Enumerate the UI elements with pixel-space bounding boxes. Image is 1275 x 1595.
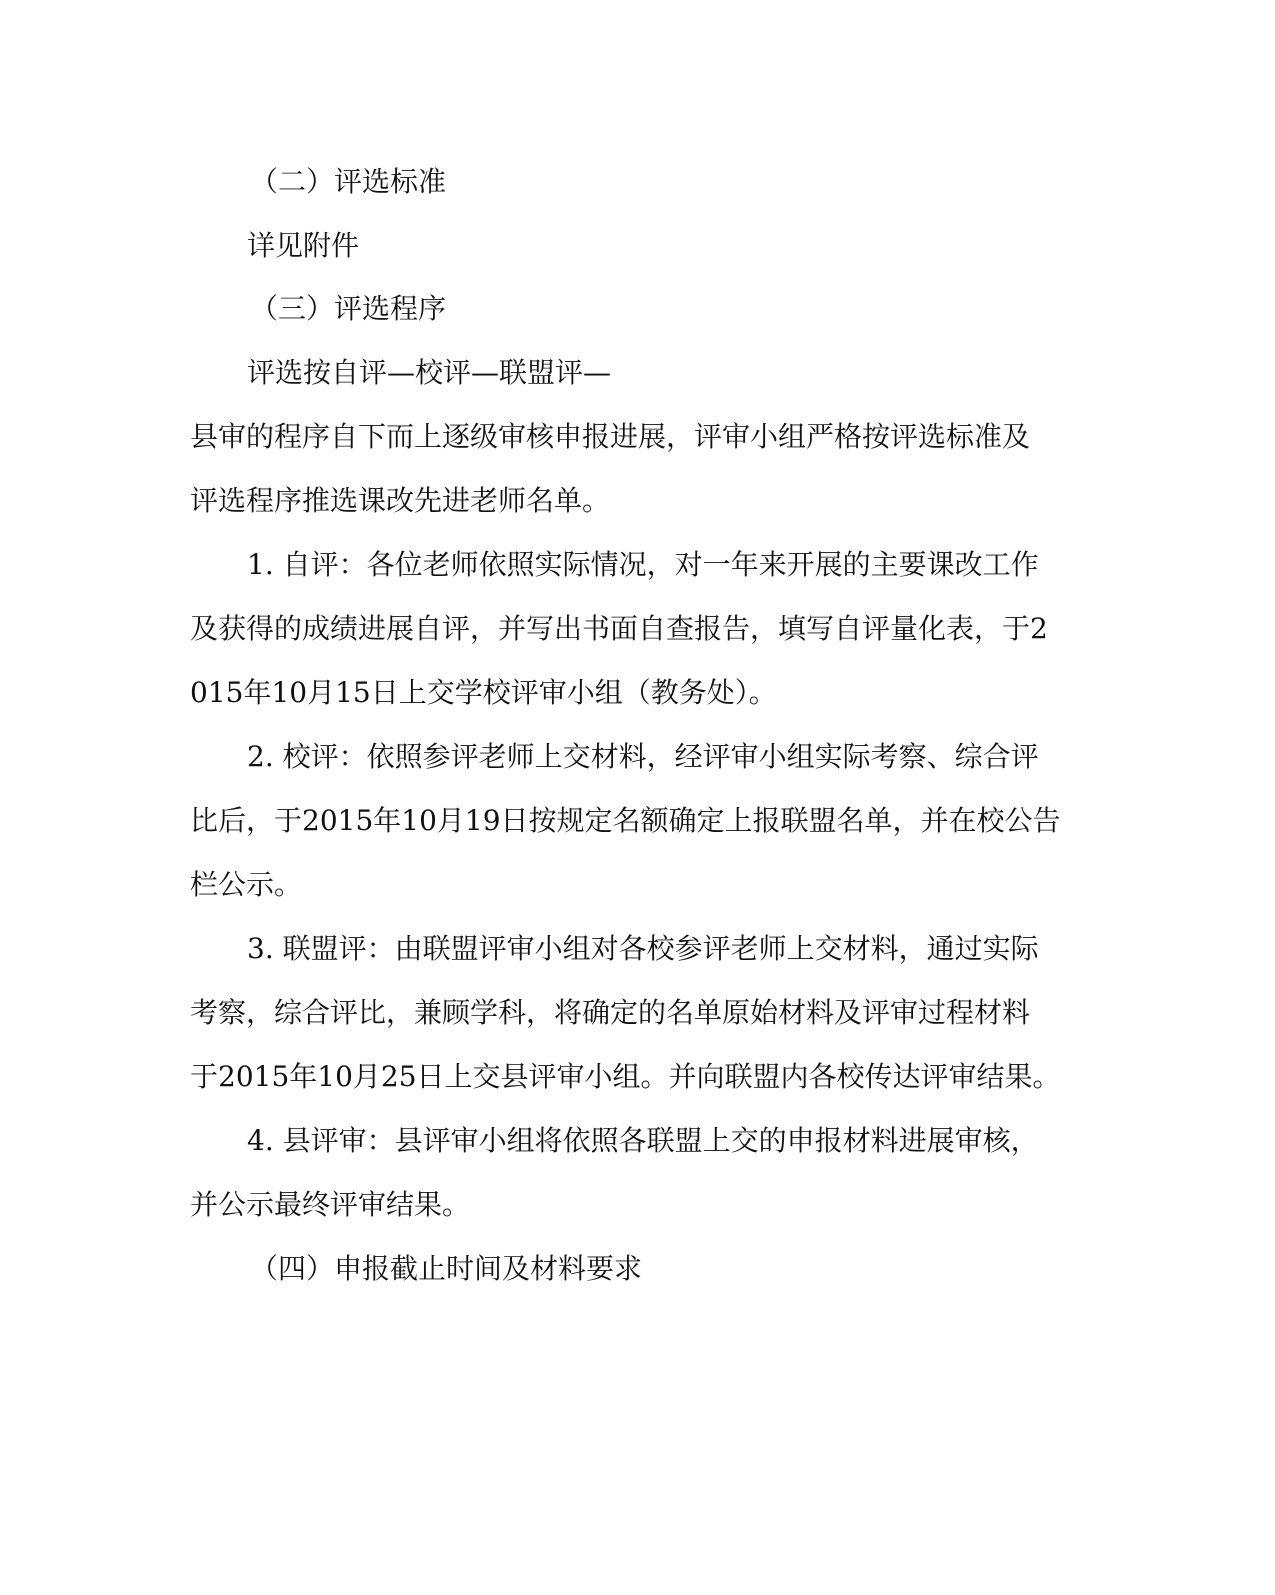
- section-heading-criteria: （二）评选标准: [250, 165, 447, 198]
- paragraph-line: 评选程序推选课改先进老师名单。: [190, 484, 611, 517]
- paragraph-line: 015年10月15日上交学校评审小组（教务处）。: [190, 676, 777, 709]
- list-item-school-evaluation: 2. 校评：依照参评老师上交材料，经评审小组实际考察、综合评: [247, 740, 1039, 773]
- section-heading-deadline: （四）申报截止时间及材料要求: [250, 1252, 643, 1285]
- paragraph-line: 比后，于2015年10月19日按规定名额确定上报联盟名单，并在校公告: [190, 804, 1061, 837]
- list-item-self-evaluation: 1. 自评：各位老师依照实际情况，对一年来开展的主要课改工作: [247, 548, 1039, 581]
- paragraph-line: 栏公示。: [190, 868, 303, 901]
- paragraph-line: 考察，综合评比，兼顾学科，将确定的名单原始材料及评审过程材料: [190, 996, 1031, 1029]
- paragraph-line: 县审的程序自下而上逐级审核申报进展，评审小组严格按评选标准及: [190, 420, 1031, 453]
- list-item-alliance-evaluation: 3. 联盟评：由联盟评审小组对各校参评老师上交材料，通过实际: [247, 932, 1039, 965]
- paragraph-line: 详见附件: [247, 229, 360, 262]
- section-heading-procedure: （三）评选程序: [250, 292, 447, 325]
- paragraph-line: 评选按自评—校评—联盟评—: [247, 356, 612, 389]
- paragraph-line: 于2015年10月25日上交县评审小组。并向联盟内各校传达评审结果。: [190, 1060, 1061, 1093]
- list-item-county-review: 4. 县评审：县评审小组将依照各联盟上交的申报材料进展审核，: [247, 1124, 1039, 1157]
- paragraph-line: 并公示最终评审结果。: [190, 1188, 471, 1221]
- paragraph-line: 及获得的成绩进展自评，并写出书面自查报告，填写自评量化表，于2: [190, 612, 1048, 645]
